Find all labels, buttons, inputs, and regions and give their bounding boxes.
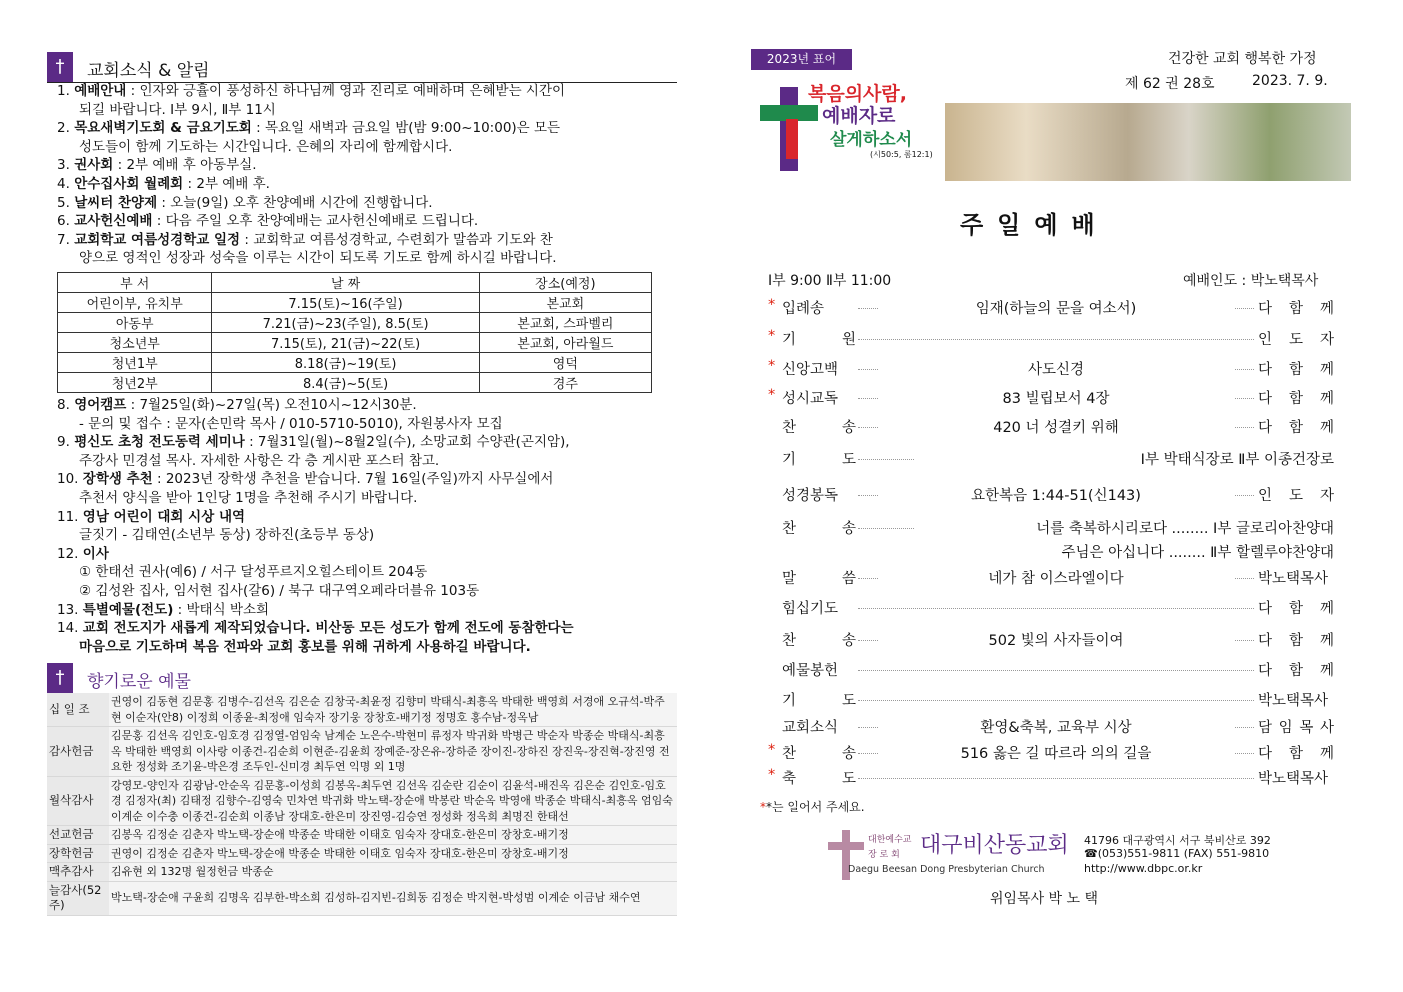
notice-line — [57, 212, 682, 231]
stand-marker: * — [768, 742, 776, 758]
notice-line — [57, 415, 682, 434]
notice-number: 5. — [57, 194, 70, 211]
offering-row — [47, 693, 677, 727]
table-cell: 영덕 — [479, 353, 651, 373]
table-cell: 8.4(금)~5(토) — [212, 373, 479, 393]
order-label: 기 도 — [782, 693, 856, 709]
order-item — [768, 716, 1334, 742]
notice-line — [57, 119, 682, 138]
offering-label: 맥추감사 — [47, 863, 109, 882]
church-info — [826, 826, 1346, 886]
order-label: 말 씀 — [782, 571, 856, 587]
notice-heading: 교회 전도지가 새롭게 제작되었습니다. 비산동 모든 성도가 함께 전도에 동참한다는 — [82, 620, 574, 637]
order-item — [768, 567, 1334, 593]
order-label: 성경봉독 — [782, 488, 839, 504]
offering-label: 장학헌금 — [47, 844, 109, 863]
order-content: 네가 참 이스라엘이다 — [878, 567, 1234, 588]
order-performer: 다 함 께 — [1258, 297, 1334, 318]
order-label: 기 원 — [782, 332, 856, 348]
service-times: Ⅰ부 9:00 Ⅱ부 11:00 — [768, 273, 892, 289]
table-cell: 8.18(금)~19(토) — [212, 353, 479, 373]
order-performer: 다 함 께 — [1258, 597, 1334, 618]
notice-line — [57, 452, 682, 471]
order-item — [768, 742, 1334, 768]
notice-text: : 오늘(9일) 오후 찬양예배 시간에 진행합니다. — [157, 194, 433, 211]
offering-row — [47, 881, 677, 915]
notice-heading: 교사헌신예배 — [74, 213, 153, 230]
notice-line — [57, 396, 682, 415]
stand-marker: * — [768, 767, 776, 783]
church-phone: ☎(053)551-9811 (FAX) 551-9810 — [1084, 847, 1270, 860]
order-performer: 다 함 께 — [1258, 358, 1334, 379]
offering-label: 월삭감사 — [47, 776, 109, 826]
table-row — [58, 313, 652, 333]
offering-names: 김봉옥 김정순 김춘자 박노택-장순애 박종순 박태한 이태호 임숙자 장대호-한은미 장창호-배기정 — [109, 826, 677, 845]
notice-heading: 이사 — [82, 545, 109, 562]
notice-number: 11. — [57, 508, 79, 525]
table-row — [58, 353, 652, 373]
order-item — [768, 328, 1334, 354]
notice-line — [57, 101, 682, 120]
senior-pastor: 위임목사 박 노 택 — [990, 891, 1099, 907]
logo-line-2: 예배자로 — [822, 105, 896, 127]
notice-text: : 목요일 새벽과 금요일 밤(밤 9:00~10:00)은 모든 — [251, 120, 561, 137]
order-item — [768, 767, 1334, 793]
notice-text: ① 한태선 권사(예6) / 서구 달성푸르지오힐스테이트 204동 — [79, 564, 428, 581]
order-label: 성시교독 — [782, 391, 839, 407]
notice-text: : 박태식 박소희 — [173, 601, 270, 618]
notice-text: : 다음 주일 오후 찬양예배는 교사헌신예배로 드립니다. — [152, 213, 479, 230]
offering-names: 박노택-장순애 구윤희 김명옥 김부한-박소희 김성하-김지빈-김희동 김정순 박지현-박성범 이계순 이금남 채수연 — [109, 881, 677, 915]
order-performer: 박노택목사 — [1258, 567, 1334, 588]
table-cell: 7.21(금)~23(주일), 8.5(토) — [212, 313, 479, 333]
notices-list — [57, 82, 682, 268]
worship-leader: 예배인도 : 박노택목사 — [1183, 273, 1319, 289]
order-item — [768, 297, 1334, 323]
order-content: 임재(하늘의 문을 여소서) — [878, 297, 1234, 318]
notice-text: 되길 바랍니다. Ⅰ부 9시, Ⅱ부 11시 — [79, 101, 276, 118]
notice-heading: 권사회 — [74, 157, 114, 174]
order-item — [768, 484, 1334, 510]
order-label: 찬 송 — [782, 633, 856, 649]
notice-heading: 영남 어린이 대회 시상 내역 — [82, 508, 246, 525]
offering-label: 선교헌금 — [47, 826, 109, 845]
order-label: 교회소식 — [782, 720, 839, 736]
leader-dots — [858, 700, 1254, 701]
notice-heading: 예배안내 — [74, 83, 127, 99]
camp-column-header: 장소(예정) — [479, 273, 651, 293]
order-performer: 다 함 께 — [1258, 742, 1334, 763]
offering-label: 감사헌금 — [47, 727, 109, 777]
table-cell: 본교회, 아라월드 — [479, 333, 651, 353]
order-label: 힘십기도 — [782, 601, 839, 617]
table-row — [58, 293, 652, 313]
notice-line — [57, 582, 682, 601]
leader-dots — [858, 339, 1254, 340]
table-cell: 아동부 — [58, 313, 212, 333]
notice-line — [57, 563, 682, 582]
offerings-title: 향기로운 예물 — [87, 672, 191, 692]
order-performer: 다 함 께 — [1258, 387, 1334, 408]
order-content: Ⅰ부 박태식장로 Ⅱ부 이종건장로 — [914, 448, 1334, 469]
order-content: 주님은 아십니다 ........ Ⅱ부 할렐루야찬양대 — [914, 541, 1334, 562]
offering-names: 김유현 외 132명 월정헌금 박종순 — [109, 863, 677, 882]
notice-heading: 안수집사회 월례회 — [74, 175, 184, 192]
order-performer: 박노택목사 — [1258, 767, 1334, 788]
logo-line-3: 살게하소서 — [830, 130, 913, 150]
offering-names: 권영이 김정순 김춘자 박노택-장순애 박종순 박태한 이태호 임숙자 장대호-한은미 장창호-배기정 — [109, 844, 677, 863]
church-name: 대구비산동교회 — [920, 833, 1069, 858]
order-label: 예물봉헌 — [782, 663, 839, 679]
camp-schedule-table — [57, 272, 652, 393]
notices-title: 교회소식 & 알림 — [87, 61, 210, 81]
notice-number: 3. — [57, 157, 70, 174]
logo-line-1: 복음의사람, — [808, 83, 907, 105]
notice-number: 4. — [57, 175, 70, 192]
order-item — [768, 689, 1334, 715]
offering-label: 십 일 조 — [47, 693, 109, 727]
notice-heading: 영어캠프 — [74, 397, 127, 413]
notice-heading: 장학생 추천 — [82, 471, 153, 488]
leader-dots — [858, 778, 1254, 779]
notice-text: ② 김성완 집사, 임서현 집사(갈6) / 북구 대구역오페라더블유 103동 — [79, 582, 480, 599]
order-item — [768, 448, 1334, 474]
notice-line — [57, 231, 682, 250]
leader-dots — [858, 608, 1254, 609]
order-content: 너를 축복하시리로다 ........ Ⅰ부 글로리아찬양대 — [914, 517, 1334, 538]
offering-row — [47, 826, 677, 845]
worship-title: 주일예배 — [960, 211, 1109, 239]
stand-marker: * — [768, 387, 776, 403]
church-motto: 건강한 교회 행복한 가정 — [1168, 51, 1317, 67]
notice-number: 8. — [57, 397, 70, 413]
logo-reference: (시50:5, 롬12:1) — [870, 150, 933, 159]
table-cell: 청년2부 — [58, 373, 212, 393]
notice-text: : 2023년 장학생 추천을 받습니다. 7월 16일(주일)까지 사무실에서 — [152, 471, 554, 488]
notice-line — [57, 508, 682, 527]
offering-row — [47, 727, 677, 777]
order-performer: 다 함 께 — [1258, 416, 1334, 437]
table-cell: 본교회, 스파벨리 — [479, 313, 651, 333]
offering-names: 강영모-양인자 김광남-안순옥 김문홍-이성희 김봉옥-최두연 김선옥 김순란 김순이 김윤석-배진옥 김은순 김인호-임호경 김정자(최) 김태정 김향수-김영숙 민차연 박귀화 박노택-장순애 박봉란 박순옥 박영애 박종순 박태식-최흥옥 엄임숙 이계순 이수충 이종건-김순희 이종남 장대호-한은미 장진영-김승연 정성화 정옥희 최명진 한태선 — [109, 776, 677, 826]
order-label: 입례송 — [782, 301, 825, 317]
order-content: 환영&축복, 교육부 시상 — [878, 716, 1234, 737]
order-performer: 인 도 자 — [1258, 328, 1334, 349]
notice-line — [57, 638, 682, 657]
notice-number: 12. — [57, 545, 79, 562]
notice-line — [57, 433, 682, 452]
offering-row — [47, 844, 677, 863]
notice-line — [57, 619, 682, 638]
notice-number: 13. — [57, 601, 79, 618]
sanctuary-photo — [945, 103, 1351, 181]
year-motto-tag: 2023년 표어 — [751, 49, 852, 70]
order-item — [768, 541, 1334, 567]
camp-column-header: 날 짜 — [212, 273, 479, 293]
issue-number: 제 62 권 28호 — [1125, 76, 1215, 92]
order-item — [768, 517, 1334, 543]
table-cell: 7.15(토)~16(주일) — [212, 293, 479, 313]
offerings-header — [47, 663, 677, 694]
notice-number: 1. — [57, 83, 70, 99]
notices-header — [47, 52, 677, 83]
notice-text: 주강사 민경설 목사. 자세한 사항은 각 층 게시판 포스터 참고. — [79, 452, 440, 469]
stand-note: **는 일어서 주세요. — [760, 800, 865, 814]
order-item — [768, 387, 1334, 413]
order-performer: 인 도 자 — [1258, 484, 1334, 505]
order-content: 516 옳은 길 따르라 의의 길을 — [878, 742, 1234, 763]
order-label: 기 도 — [782, 452, 856, 468]
order-content: 사도신경 — [878, 358, 1234, 379]
order-item — [768, 629, 1334, 655]
notice-number: 9. — [57, 434, 70, 451]
order-item — [768, 416, 1334, 442]
order-label: 찬 송 — [782, 521, 856, 537]
notice-number: 7. — [57, 231, 70, 248]
order-item — [768, 659, 1334, 685]
notice-line — [57, 470, 682, 489]
order-performer: 다 함 께 — [1258, 629, 1334, 650]
church-english-name: Daegu Beesan Dong Presbyterian Church — [848, 864, 1045, 875]
camp-column-header: 부 서 — [58, 273, 212, 293]
notice-number: 10. — [57, 471, 79, 488]
order-performer: 다 함 께 — [1258, 659, 1334, 680]
order-content: 요한복음 1:44-51(신143) — [878, 484, 1234, 505]
notice-text: 양으로 영적인 성장과 성숙을 이루는 시간이 되도록 기도로 함께 하시길 바랍니다. — [79, 250, 557, 267]
table-row — [58, 373, 652, 393]
church-address: 41796 대구광역시 서구 북비산로 392 — [1084, 834, 1271, 847]
notice-text: : 7월31일(월)~8월2일(수), 소망교회 수양관(곤지암), — [244, 434, 570, 451]
notice-heading: 날씨터 찬양제 — [74, 194, 158, 211]
offering-names: 김문홍 김선옥 김인호-임호경 김정열-엄임숙 남계순 노은수-박현미 류정자 박귀화 박병근 박순자 박종순 박태식-최흥옥 박태한 백영희 이사랑 이종건-김순희 이현준-김윤희 장예준-장은유-장하준 장이진-장하진 장진욱-장진혁-장진영 전요한 정성화 조기윤-박은경 조두인-신미경 최두연 익명 외 1명 — [109, 727, 677, 777]
notice-text: - 문의 및 접수 : 문자(손민락 목사 / 010-5710-5010), 자원봉사자 모집 — [79, 415, 503, 432]
notice-text: : 7월25일(화)~27일(목) 오전10시~12시30분. — [126, 397, 417, 413]
order-label: 찬 송 — [782, 746, 856, 762]
stand-marker: * — [768, 297, 776, 313]
order-content: 83 빌립보서 4장 — [878, 387, 1234, 408]
order-label: 축 도 — [782, 771, 856, 787]
notice-line — [57, 175, 682, 194]
notice-text: : 인자와 긍휼이 풍성하신 하나님께 영과 진리로 예배하며 은혜받는 시간이 — [126, 83, 566, 99]
notice-line — [57, 489, 682, 508]
order-content: 420 너 성결키 위해 — [878, 416, 1234, 437]
table-cell: 경주 — [479, 373, 651, 393]
notice-text: : 교회학교 여름성경학교, 수련회가 말씀과 기도와 찬 — [240, 231, 553, 248]
offering-row — [47, 863, 677, 882]
notice-line — [57, 249, 682, 268]
issue-date: 2023. 7. 9. — [1252, 73, 1328, 89]
notice-line — [57, 526, 682, 545]
order-label: 찬 송 — [782, 420, 856, 436]
table-cell: 7.15(토), 21(금)~22(토) — [212, 333, 479, 353]
order-content: 502 빛의 사자들이여 — [878, 629, 1234, 650]
table-cell: 청년1부 — [58, 353, 212, 373]
order-item — [768, 597, 1334, 623]
offering-row — [47, 776, 677, 826]
cross-icon: † — [47, 663, 73, 693]
notice-text: : 2부 예배 후 아동부실. — [113, 157, 257, 174]
table-row — [58, 333, 652, 353]
order-item — [768, 358, 1334, 384]
leader-dots — [858, 670, 1254, 671]
notices-list-2 — [57, 396, 682, 656]
table-cell: 어린이부, 유치부 — [58, 293, 212, 313]
notice-number: 14. — [57, 620, 79, 637]
cross-icon: † — [47, 52, 73, 82]
notice-line — [57, 138, 682, 157]
notice-heading: 교회학교 여름성경학교 일정 — [74, 231, 241, 248]
table-cell: 본교회 — [479, 293, 651, 313]
notice-heading: 마음으로 기도하며 복음 전파와 교회 홍보를 위해 귀하게 사용하길 바랍니다. — [79, 638, 531, 655]
order-performer: 박노택목사 — [1258, 689, 1334, 710]
church-denomination: 대한예수교 — [868, 835, 912, 845]
notice-line — [57, 545, 682, 564]
notice-heading: 평신도 초청 전도동력 세미나 — [74, 434, 245, 451]
motto-logo — [760, 79, 945, 179]
notice-text: 글짓기 - 김태연(소년부 동상) 장하진(초등부 동상) — [79, 527, 375, 544]
offering-names: 권영이 김동현 김문홍 김병수-김선옥 김은순 김창국-최윤정 김향미 박태식-최흥옥 박태한 백영희 서경애 오규석-박주현 이순자(안8) 이정희 이종윤-최정애 임숙자 장기웅 장창호-배기정 정명호 홍수남-정옥남 — [109, 693, 677, 727]
notice-text: 성도들이 함께 기도하는 시간입니다. 은혜의 자리에 함께합시다. — [79, 138, 453, 155]
offerings-table — [47, 693, 677, 916]
notice-heading: 목요새벽기도회 & 금요기도회 — [74, 120, 252, 137]
order-performer: 담 임 목 사 — [1258, 716, 1334, 737]
notice-number: 6. — [57, 213, 70, 230]
notice-line — [57, 194, 682, 213]
notice-text: : 2부 예배 후. — [183, 175, 270, 192]
stand-marker: * — [768, 328, 776, 344]
notice-text: 추천서 양식을 받아 1인당 1명을 추천해 주시기 바랍니다. — [79, 489, 418, 506]
notice-number: 2. — [57, 120, 70, 137]
order-label: 신앙고백 — [782, 362, 839, 378]
notice-line — [57, 82, 682, 101]
stand-marker: * — [768, 358, 776, 374]
notice-line — [57, 156, 682, 175]
table-cell: 청소년부 — [58, 333, 212, 353]
church-website[interactable]: http://www.dbpc.or.kr — [1084, 862, 1203, 875]
offering-label: 늘감사(52주) — [47, 881, 109, 915]
church-denomination-2: 장 로 회 — [868, 850, 900, 860]
notice-heading: 특별예물(전도) — [82, 601, 174, 618]
notice-line — [57, 601, 682, 620]
